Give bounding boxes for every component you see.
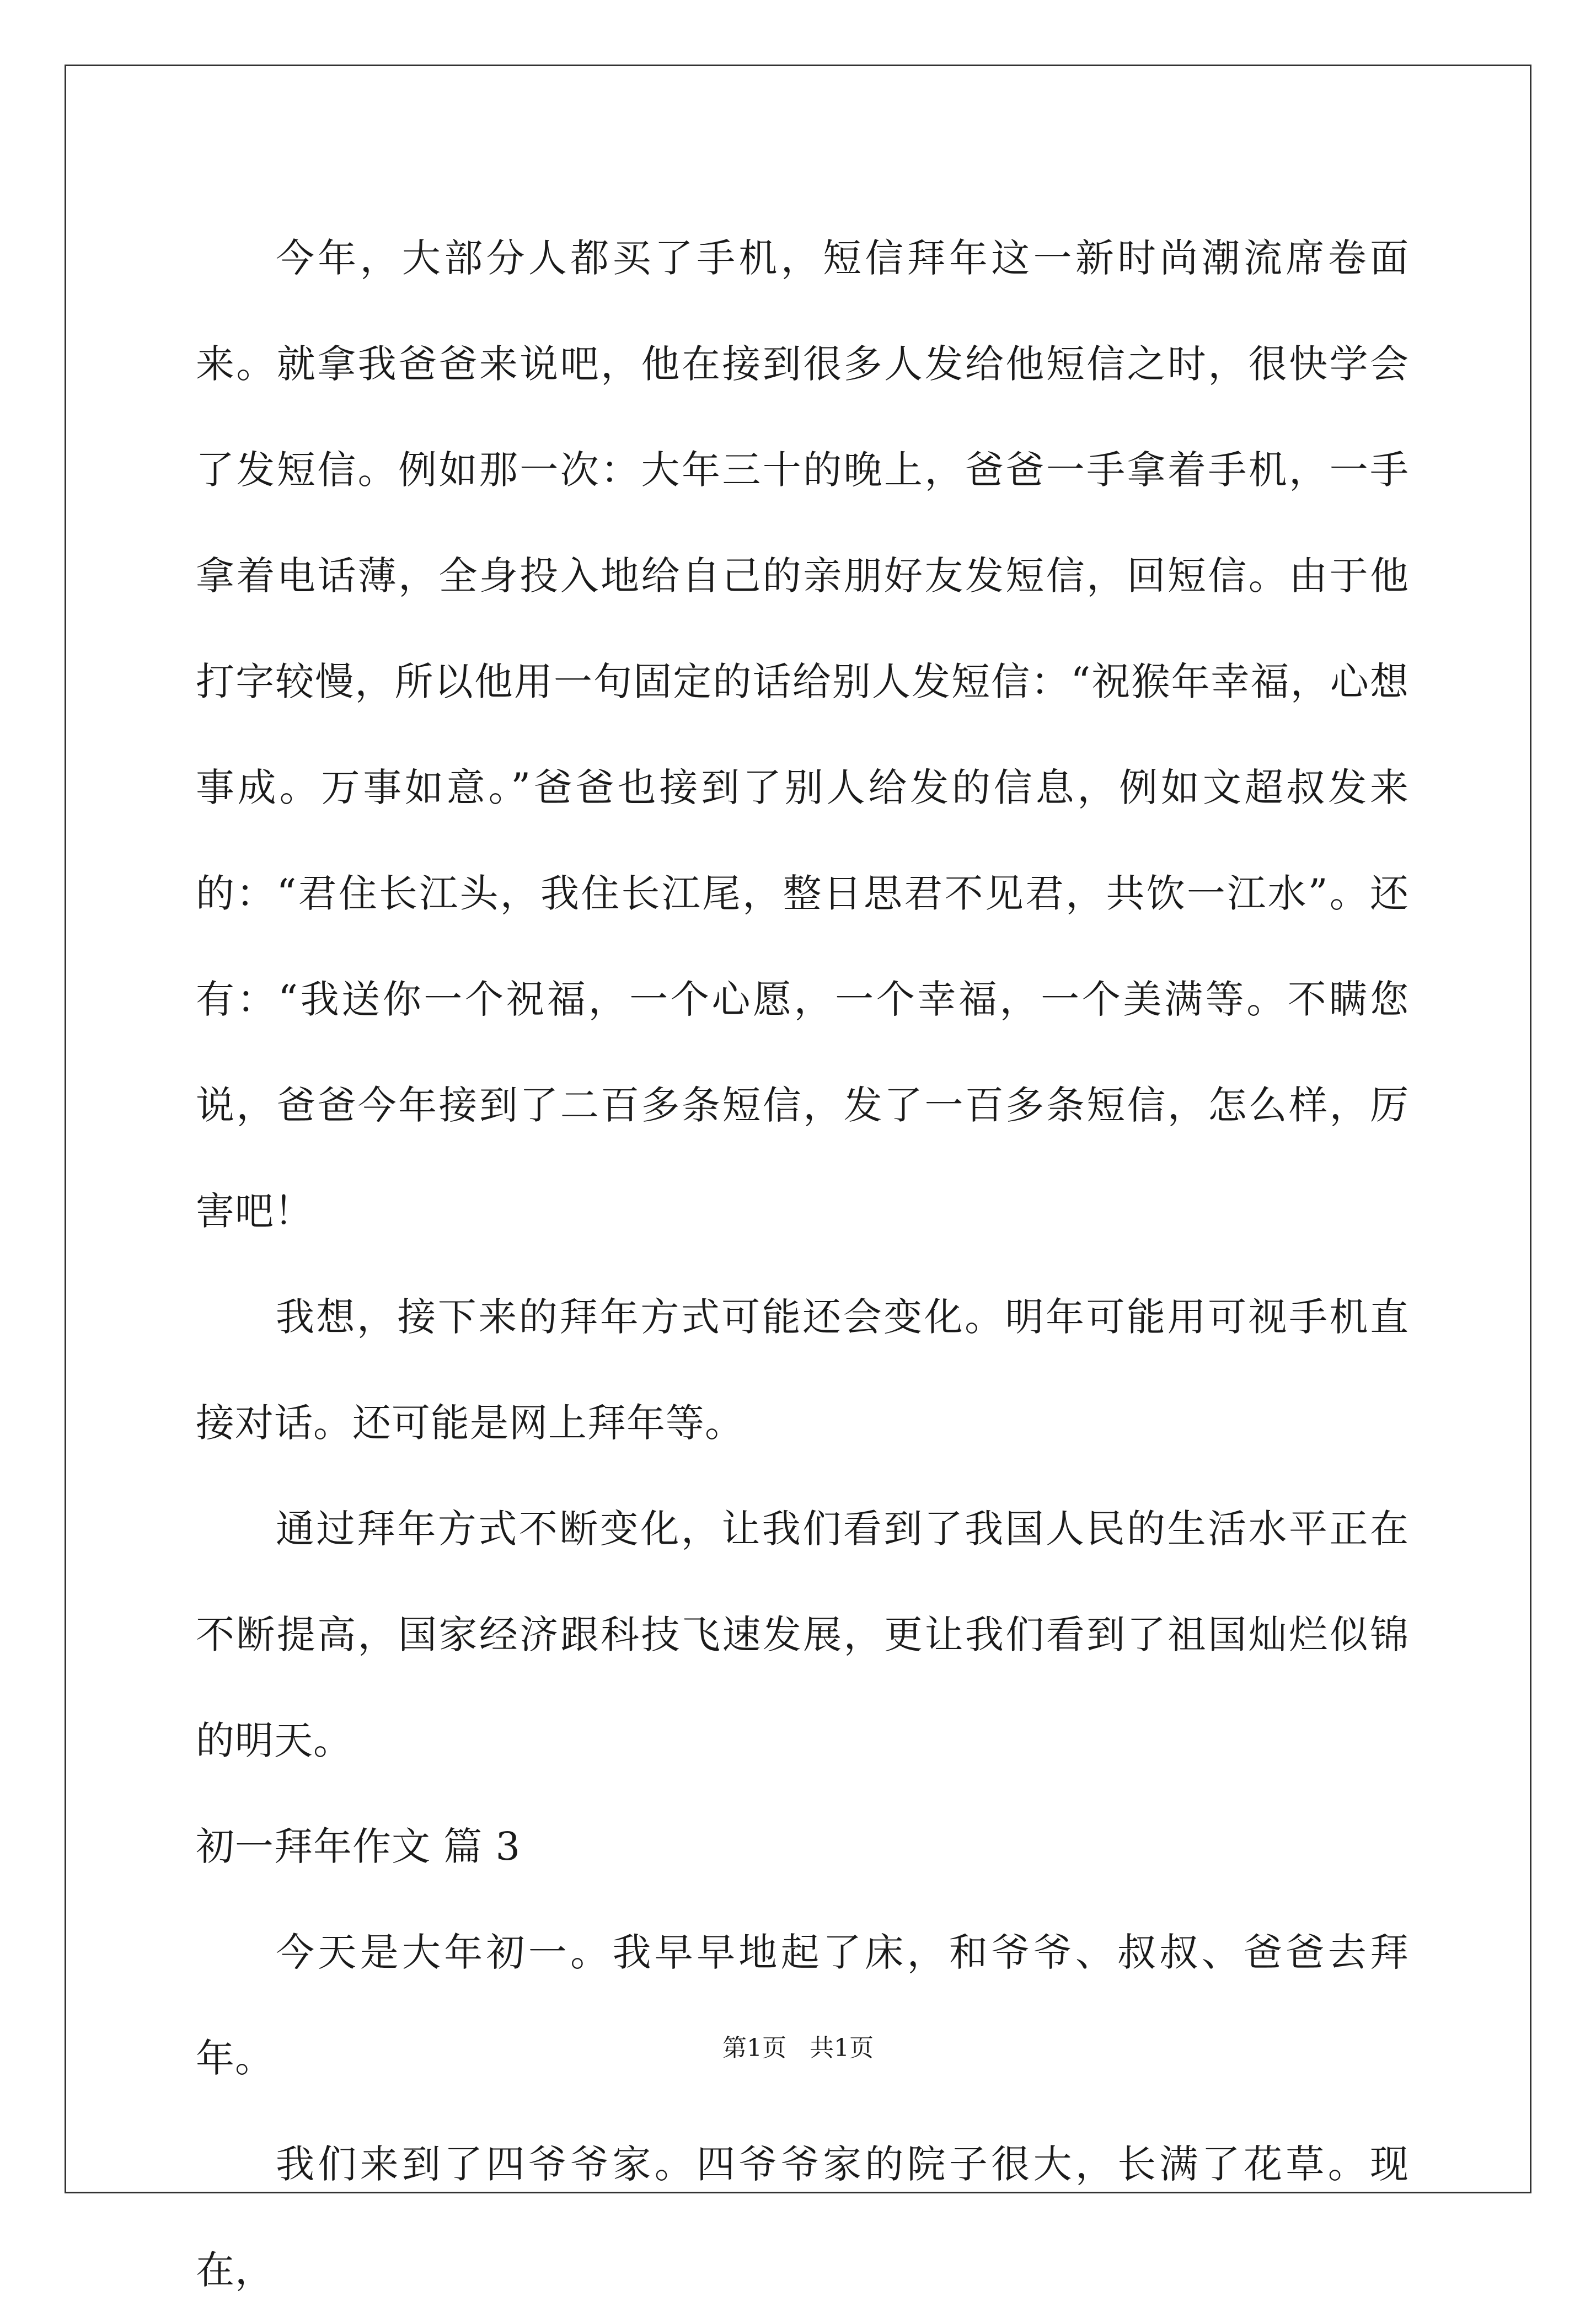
section-heading: 初一拜年作文 篇 3 [196, 1824, 521, 1869]
paragraph-new-year-day: 今天是大年初一。我早早地起了床，和爷爷、叔叔、爸爸去拜年。 [196, 1930, 1409, 2081]
paragraph-visit-grandpa: 我们来到了四爷爷家。四爷爷家的院子很大，长满了花草。现在， [196, 2142, 1409, 2293]
page-footer: 第1页 共1页 [722, 2034, 874, 2062]
document-body [196, 205, 1409, 2323]
paragraph-conclusion: 通过拜年方式不断变化，让我们看到了我国人民的生活水平正在不断提高，国家经济跟科技飞速发展，更让我们看到了祖国灿烂似锦的明天。 [196, 1506, 1409, 1763]
paragraph-future-greetings: 我想，接下来的拜年方式可能还会变化。明年可能用可视手机直接对话。还可能是网上拜年等。 [196, 1294, 1409, 1446]
paragraph-sms-greetings: 今年，大部分人都买了手机，短信拜年这一新时尚潮流席卷面来。就拿我爸爸来说吧，他在接到很多人发给他短信之时，很快学会了发短信。例如那一次：大年三十的晚上，爸爸一手拿着手机，一手拿着电话薄，全身投入地给自己的亲朋好友发短信，回短信。由于他打字较慢，所以他用一句固定的话给别人发短信：“祝猴年幸福，心想事成。万事如意。”爸爸也接到了别人给发的信息，例如文超叔发来的：“君住长江头，我住长江尾，整日思君不见君，共饮一江水”。还有：“我送你一个祝福，一个心愿，一个幸福，一个美满等。不瞒您说，爸爸今年接到了二百多条短信，发了一百多条短信，怎么样，厉害吧！ [196, 235, 1409, 1234]
